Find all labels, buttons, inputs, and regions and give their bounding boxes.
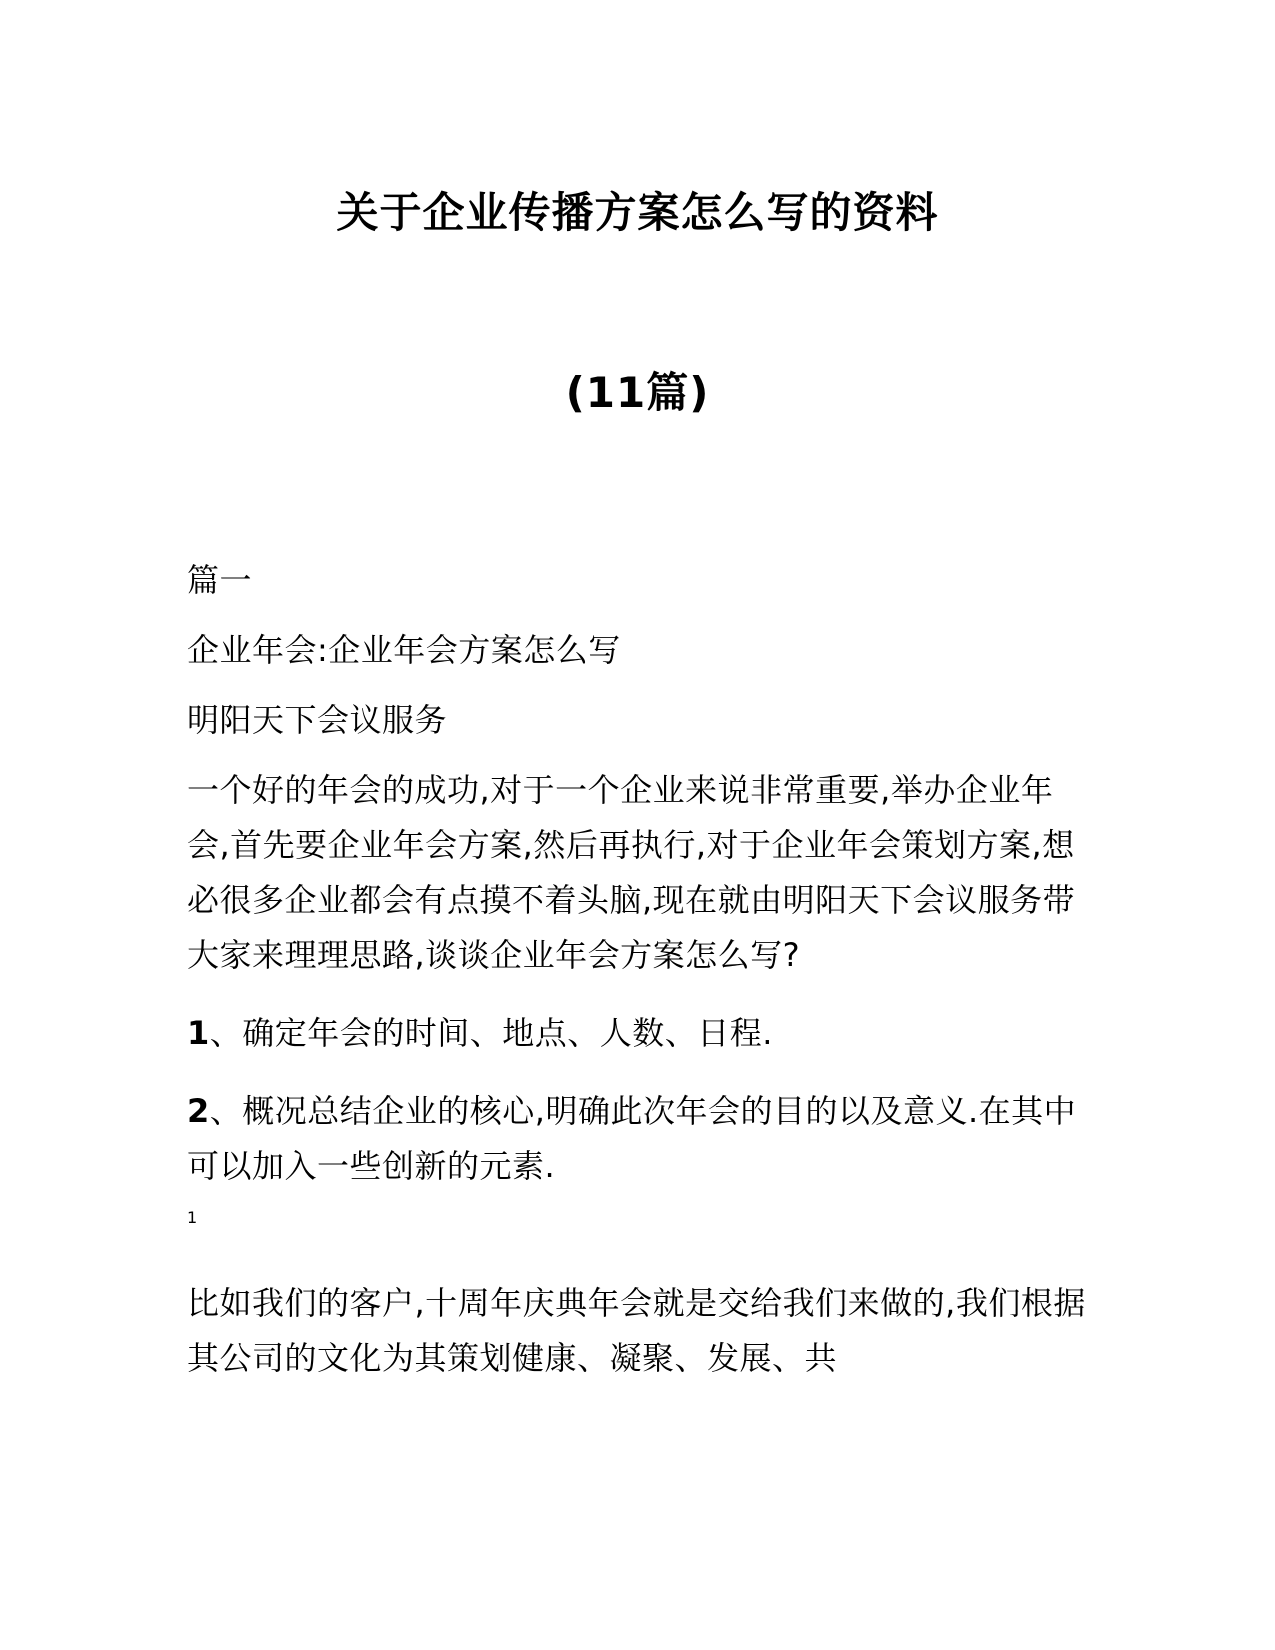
section-heading: 企业年会:企业年会方案怎么写 (187, 631, 621, 669)
list-item-text: 、确定年会的时间、地点、人数、日程. (209, 1014, 773, 1052)
list-item-number: 1 (187, 1014, 210, 1052)
list-item-text: 、概况总结企业的核心,明确此次年会的目的以及意义.在其中可以加入一些创新的元素. (187, 1092, 1077, 1185)
source-line: 明阳天下会议服务 (187, 701, 448, 739)
list-item (187, 1084, 1087, 1194)
intro-paragraph: 一个好的年会的成功,对于一个企业来说非常重要,举办企业年会,首先要企业年会方案,然后再执行,对于企业年会策划方案,想必很多企业都会有点摸不着头脑,现在就由明阳天下会议服务带大家来理理思路,谈谈企业年会方案怎么写? (187, 771, 1076, 974)
page-number: 1 (187, 1208, 198, 1227)
document-title: 关于企业传播方案怎么写的资料 (336, 188, 939, 237)
list-item (187, 1006, 1087, 1061)
document-subtitle: (11篇) (565, 368, 710, 417)
document-body (187, 553, 1087, 1409)
section-label: 篇一 (187, 561, 253, 599)
list-item-number: 2 (187, 1092, 210, 1130)
continuation-paragraph: 比如我们的客户,十周年庆典年会就是交给我们来做的,我们根据其公司的文化为其策划健康、凝聚、发展、共 (187, 1284, 1086, 1377)
